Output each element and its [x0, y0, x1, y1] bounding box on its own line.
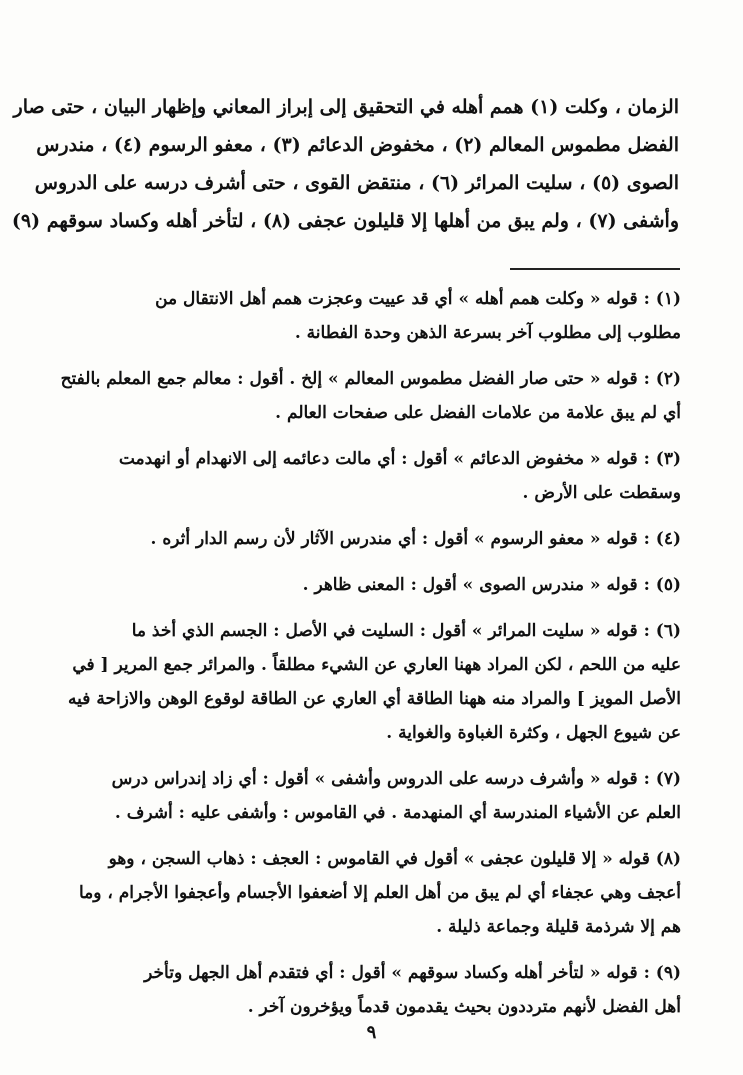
footnote-line: أي لم يبق علامة من علامات الفضل على صفحات العالم .: [275, 403, 681, 423]
footnote-line: عليه من اللحم ، لكن المراد ههنا العاري عن الشيء مطلقاً . والمرائر جمع المرير [ في: [72, 655, 681, 675]
footnote-line: العلم عن الأشياء المندرسة أي المنهدمة . في القاموس : وأشفى عليه : أشرف .: [114, 803, 681, 823]
main-text-line: وأشفى (٧) ، ولم يبق من أهلها إلا قليلون عجفى (٨) ، لتأخر أهله وكساد سوقهم (٩): [11, 210, 679, 232]
footnote-line: مطلوب إلى مطلوب آخر بسرعة الذهن وحدة الفطانة .: [294, 323, 681, 343]
footnote-1: [72, 282, 681, 350]
footnote-6: [68, 614, 681, 750]
footnote-line: (٤) : قوله « معفو الرسوم » أقول : أي مندرس الآثار لأن رسم الدار أثره .: [150, 529, 681, 549]
footnote-9: [72, 956, 681, 1024]
footnote-line: هم إلا شرذمة قليلة وجماعة ذليلة .: [436, 917, 681, 937]
footnote-line: عن شيوع الجهل ، وكثرة الغباوة والغواية .: [386, 723, 681, 743]
footnote-line: الأصل المويز ] والمراد منه ههنا الطاقة أي العاري عن الطاقة لوقوع الوهن والازاحة فيه: [68, 689, 681, 709]
main-text-line: الزمان ، وكلت (١) همم أهله في التحقيق إلى إبراز المعاني وإظهار البيان ، حتى صار: [13, 96, 679, 118]
main-text-line: الفضل مطموس المعالم (٢) ، مخفوض الدعائم (٣) ، معفو الرسوم (٤) ، مندرس: [36, 134, 679, 156]
footnote-5: [72, 568, 681, 602]
footnote-line: (٧) : قوله « وأشرف درسه على الدروس وأشفى » أقول : أي زاد إندراس درس: [111, 769, 681, 789]
footnote-separator: [510, 268, 680, 270]
main-text-block: [11, 88, 679, 240]
footnote-line: (١) : قوله « وكلت همم أهله » أي قد عييت وعجزت همم أهل الانتقال من: [155, 289, 681, 309]
footnote-line: (٣) : قوله « مخفوض الدعائم » أقول : أي مالت دعائمه إلى الانهدام أو انهدمت: [118, 449, 681, 469]
footnote-line: أعجف وهي عجفاء أي لم يبق من أهل العلم إلا أضعفوا الأجسام وأعجفوا الأجرام ، وما: [78, 883, 681, 903]
footnote-4: [72, 522, 681, 556]
footnote-line: أهل الفضل لأنهم مترددون بحيث يقدمون قدماً ويؤخرون آخر .: [247, 997, 681, 1017]
footnote-line: (٥) : قوله « مندرس الصوى » أقول : المعنى ظاهر .: [302, 575, 681, 595]
footnote-line: (٢) : قوله « حتى صار الفضل مطموس المعالم » إلخ . أقول : معالم جمع المعلم بالفتح: [60, 369, 681, 389]
footnote-7: [72, 762, 681, 830]
footnote-3: [72, 442, 681, 510]
footnote-2: [60, 362, 681, 430]
footnote-8: [72, 842, 681, 944]
footnote-line: (٩) : قوله « لتأخر أهله وكساد سوقهم » أقول : أي فتقدم أهل الجهل وتأخر: [144, 963, 681, 983]
page-number: ٩: [366, 1022, 377, 1043]
footnote-line: (٨) قوله « إلا قليلون عجفى » أقول في القاموس : العجف : ذهاب السجن ، وهو: [108, 849, 681, 869]
footnote-line: (٦) : قوله « سليت المرائر » أقول : السليت في الأصل : الجسم الذي أخذ ما: [131, 621, 681, 641]
main-text-line: الصوى (٥) ، سليت المرائر (٦) ، منتقض القوى ، حتى أشرف درسه على الدروس: [34, 172, 679, 194]
footnotes: [60, 282, 681, 1036]
footnote-line: وسقطت على الأرض .: [522, 483, 681, 503]
